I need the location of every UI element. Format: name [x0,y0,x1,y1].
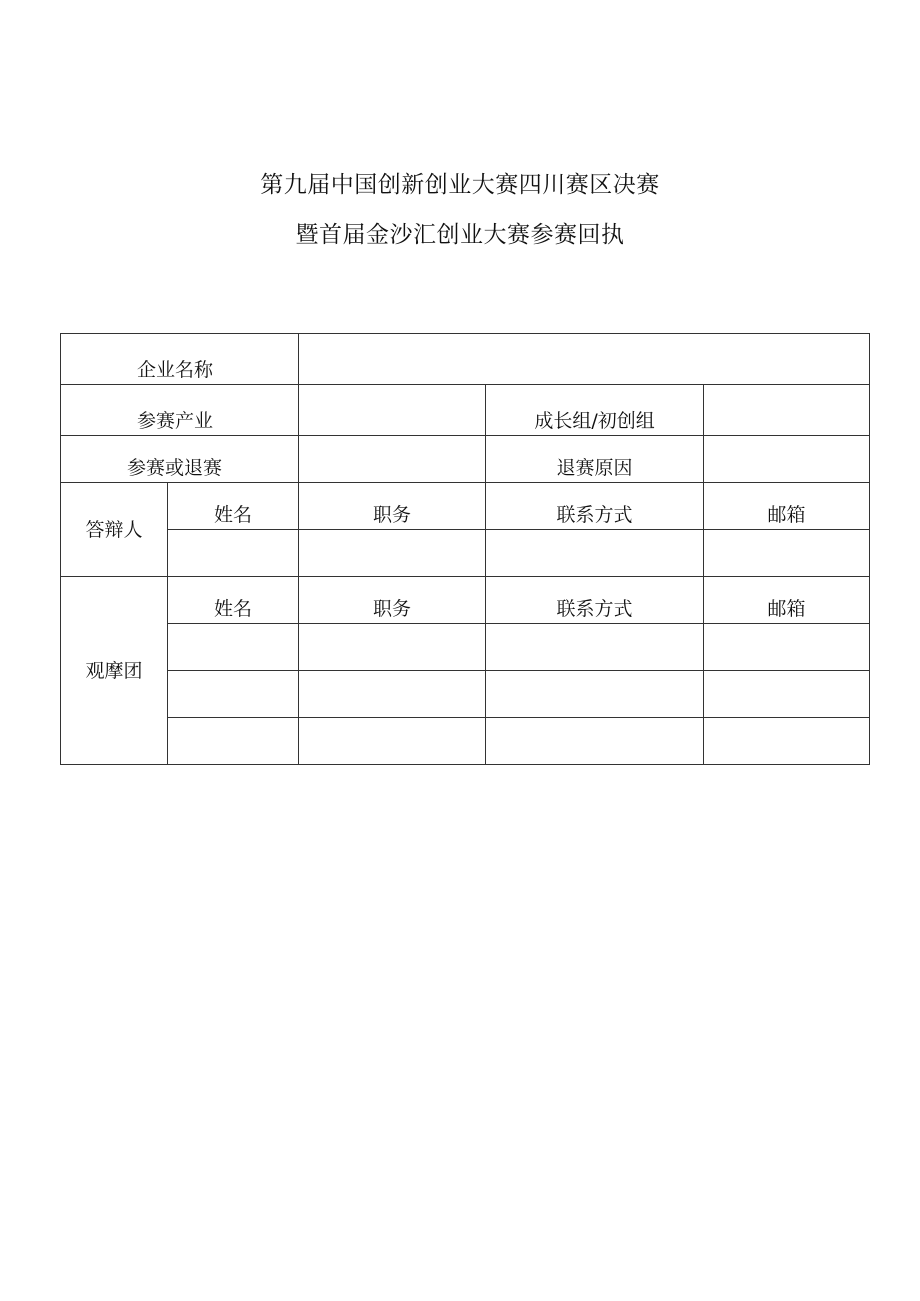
company-name-label: 企业名称 [61,334,299,385]
observer-name-field[interactable] [168,671,299,718]
defender-position-field[interactable] [299,530,486,577]
observer-label: 观摩团 [61,577,168,765]
observer-entry-row [61,624,870,671]
company-name-row [61,334,870,385]
participate-label: 参赛或退赛 [61,436,299,483]
registration-form-table [60,333,870,765]
company-name-field[interactable] [299,334,870,385]
observer-contact-field[interactable] [486,671,704,718]
document-title-line-1: 第九届中国创新创业大赛四川赛区决赛 [260,172,660,198]
industry-row [61,385,870,436]
observer-header-row [61,577,870,624]
observer-position-field[interactable] [299,718,486,765]
group-field[interactable] [704,385,870,436]
observer-entry-row [61,671,870,718]
defender-header-contact: 联系方式 [486,483,704,530]
defender-header-position: 职务 [299,483,486,530]
defender-label: 答辩人 [61,483,168,577]
observer-email-field[interactable] [704,718,870,765]
observer-contact-field[interactable] [486,624,704,671]
industry-field[interactable] [299,385,486,436]
participate-row [61,436,870,483]
defender-contact-field[interactable] [486,530,704,577]
observer-header-contact: 联系方式 [486,577,704,624]
defender-name-field[interactable] [168,530,299,577]
observer-entry-row [61,718,870,765]
observer-email-field[interactable] [704,671,870,718]
defender-email-field[interactable] [704,530,870,577]
industry-label: 参赛产业 [61,385,299,436]
group-label: 成长组/初创组 [486,385,704,436]
observer-position-field[interactable] [299,624,486,671]
observer-name-field[interactable] [168,718,299,765]
withdraw-reason-label: 退赛原因 [486,436,704,483]
observer-header-position: 职务 [299,577,486,624]
observer-header-email: 邮箱 [704,577,870,624]
observer-email-field[interactable] [704,624,870,671]
withdraw-reason-field[interactable] [704,436,870,483]
defender-header-email: 邮箱 [704,483,870,530]
observer-name-field[interactable] [168,624,299,671]
defender-entry-row [61,530,870,577]
defender-header-row [61,483,870,530]
observer-header-name: 姓名 [168,577,299,624]
participate-field[interactable] [299,436,486,483]
observer-position-field[interactable] [299,671,486,718]
observer-contact-field[interactable] [486,718,704,765]
defender-header-name: 姓名 [168,483,299,530]
document-title-line-2: 暨首届金沙汇创业大赛参赛回执 [295,222,625,248]
